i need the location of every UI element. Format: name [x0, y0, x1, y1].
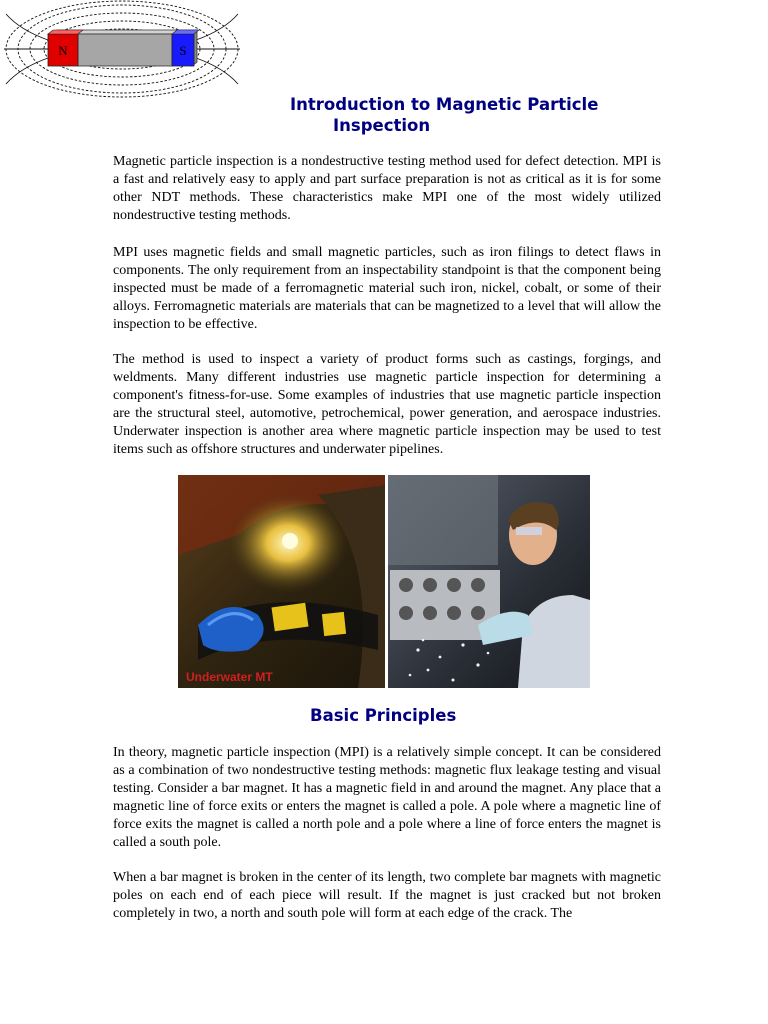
page-title-line-1: Introduction to Magnetic Particle: [290, 95, 599, 114]
photo-caption: Underwater MT: [186, 670, 273, 684]
north-pole-label: N: [58, 43, 68, 58]
bar-magnet-field-lines-icon: [0, 0, 244, 98]
engine-block-inspection-photo: [388, 475, 590, 688]
south-pole-label: S: [179, 43, 187, 58]
intro-paragraph-2: MPI uses magnetic fields and small magnetic particles, such as iron filings to detect flaws in components. The only requirement from an inspectability standpoint is that the component being inspected must be made of a ferromagnetic material such iron, nickel, cobalt, or some of their alloys. Ferromagnetic materials are materials that can be magnetized to a level that will allow the inspection to be effective.: [113, 245, 661, 332]
page-title-line-2: Inspection: [333, 116, 431, 135]
intro-paragraph-3: The method is used to inspect a variety of product forms such as castings, forgings, and weldments. Many different industries use magnetic particle inspection for determining a component's fitness-for-use. Some examples of industries that use magnetic particle inspection are the structural steel, automotive, petrochemical, power generation, and aerospace industries. Underwater inspection is another area where magnetic particle inspection may be used to test items such as offshore structures and underwater pipelines.: [113, 352, 661, 457]
section-heading-basic-principles: Basic Principles: [310, 706, 457, 725]
principles-paragraph-2: When a bar magnet is broken in the center of its length, two complete bar magnets with magnetic poles on each end of each piece will result. If the magnet is just cracked but not broken completely in two, a north and south pole will form at each edge of the crack. The: [113, 870, 661, 921]
inspection-photos: [178, 475, 590, 688]
intro-paragraph-1: Magnetic particle inspection is a nondestructive testing method used for defect detection. MPI is a fast and relatively easy to apply and part surface preparation is not as critical as it is for some other NDT methods. These characteristics make MPI one of the most widely utilized nondestructive testing methods.: [113, 154, 661, 223]
principles-paragraph-1: In theory, magnetic particle inspection (MPI) is a relatively simple concept. It can be considered as a combination of two nondestructive testing methods: magnetic flux leakage testing and visual testing. Consider a bar magnet. It has a magnetic field in and around the magnet. Any place that a magnetic line of force exits or enters the magnet is called a pole. A pole where a magnetic line of force exits the magnet is called a north pole and a pole where a line of force enters the magnet is called a south pole.: [113, 745, 661, 850]
underwater-inspection-photo: [178, 475, 385, 688]
